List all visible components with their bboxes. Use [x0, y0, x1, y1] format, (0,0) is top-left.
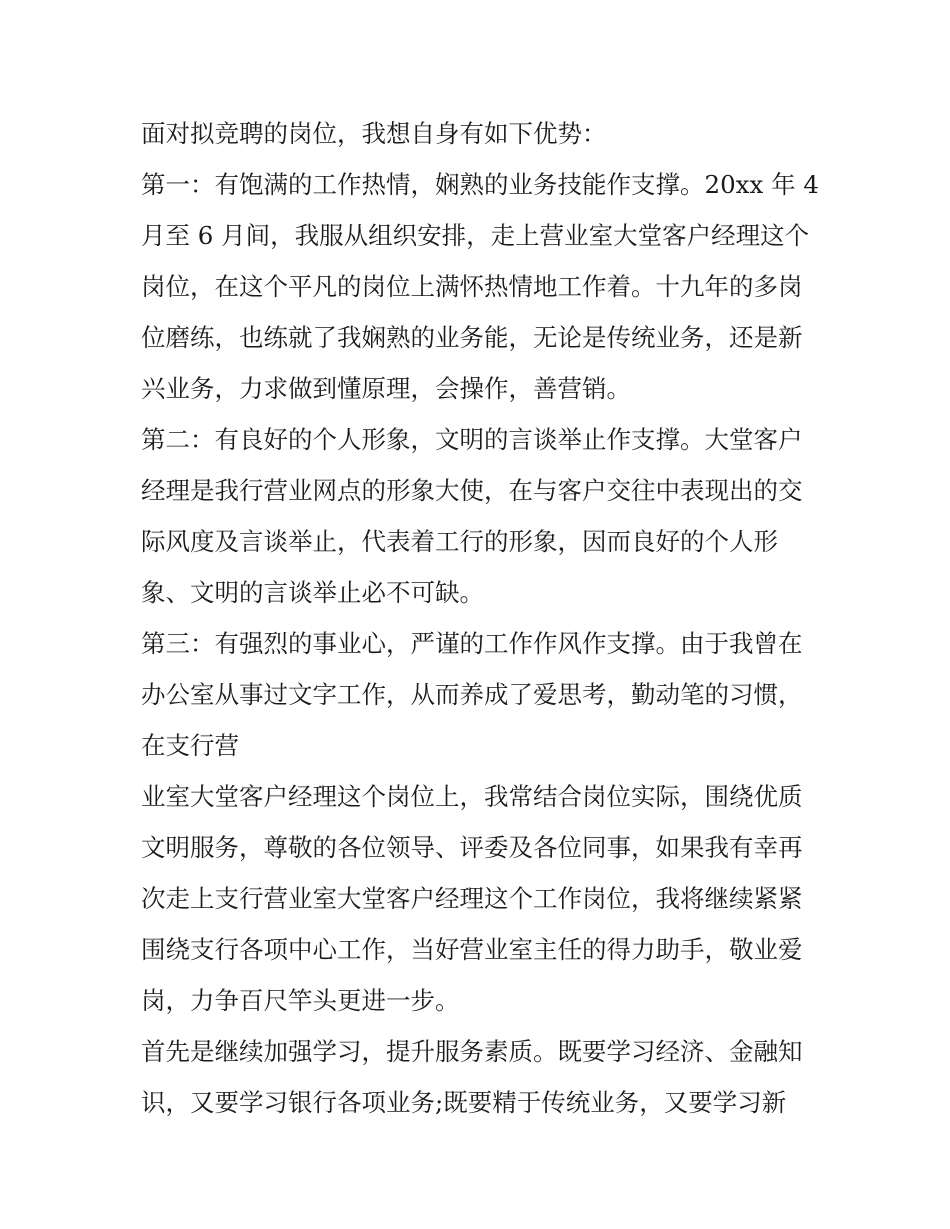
paragraph-first-advantage: [141, 159, 821, 414]
text-line: 岗，力争百尺竿头更进一步。: [141, 986, 460, 1015]
text-line: 文明服务，尊敬的各位领导、评委及各位同事，如果我有幸再: [141, 833, 803, 862]
text-line: 位磨练，也练就了我娴熟的业务能，无论是传统业务，还是新: [141, 323, 803, 352]
document-body: [141, 108, 821, 1128]
text-line: 月至 6 月间，我服从组织安排，走上营业室大堂客户经理这个: [141, 221, 810, 250]
text-line: 第二：有良好的个人形象，文明的言谈举止作支撑。大堂客户: [141, 425, 803, 454]
paragraph-continuation: [141, 771, 821, 1026]
text-line: 首先是继续加强学习，提升服务素质。既要学习经济、金融知: [141, 1037, 803, 1066]
text-line: 业室大堂客户经理这个岗位上，我常结合岗位实际，围绕优质: [141, 782, 803, 811]
paragraph-third-advantage: [141, 618, 821, 771]
text-line: 办公室从事过文字工作，从而养成了爱思考，勤动笔的习惯，: [141, 680, 803, 709]
paragraph-first-plan: [141, 1026, 821, 1128]
text-line: 象、文明的言谈举止必不可缺。: [141, 578, 484, 607]
text-line: 岗位，在这个平凡的岗位上满怀热情地工作着。十九年的多岗: [141, 272, 803, 301]
text-line: 兴业务，力求做到懂原理，会操作，善营销。: [141, 374, 631, 403]
text-line: 第一：有饱满的工作热情，娴熟的业务技能作支撑。20xx 年 4: [141, 170, 819, 199]
paragraph-intro: [141, 108, 821, 159]
text-line: 识，又要学习银行各项业务;既要精于传统业务，又要学习新: [141, 1088, 787, 1117]
text-line: 经理是我行营业网点的形象大使，在与客户交往中表现出的交: [141, 476, 803, 505]
text-line: 次走上支行营业室大堂客户经理这个工作岗位，我将继续紧紧: [141, 884, 803, 913]
text-line: 面对拟竞聘的岗位，我想自身有如下优势：: [141, 119, 607, 148]
text-line: 围绕支行各项中心工作，当好营业室主任的得力助手，敬业爱: [141, 935, 803, 964]
text-line: 第三：有强烈的事业心，严谨的工作作风作支撑。由于我曾在: [141, 629, 803, 658]
text-line: 在支行营: [141, 731, 239, 760]
text-line: 际风度及言谈举止，代表着工行的形象，因而良好的个人形: [141, 527, 778, 556]
paragraph-second-advantage: [141, 414, 821, 618]
